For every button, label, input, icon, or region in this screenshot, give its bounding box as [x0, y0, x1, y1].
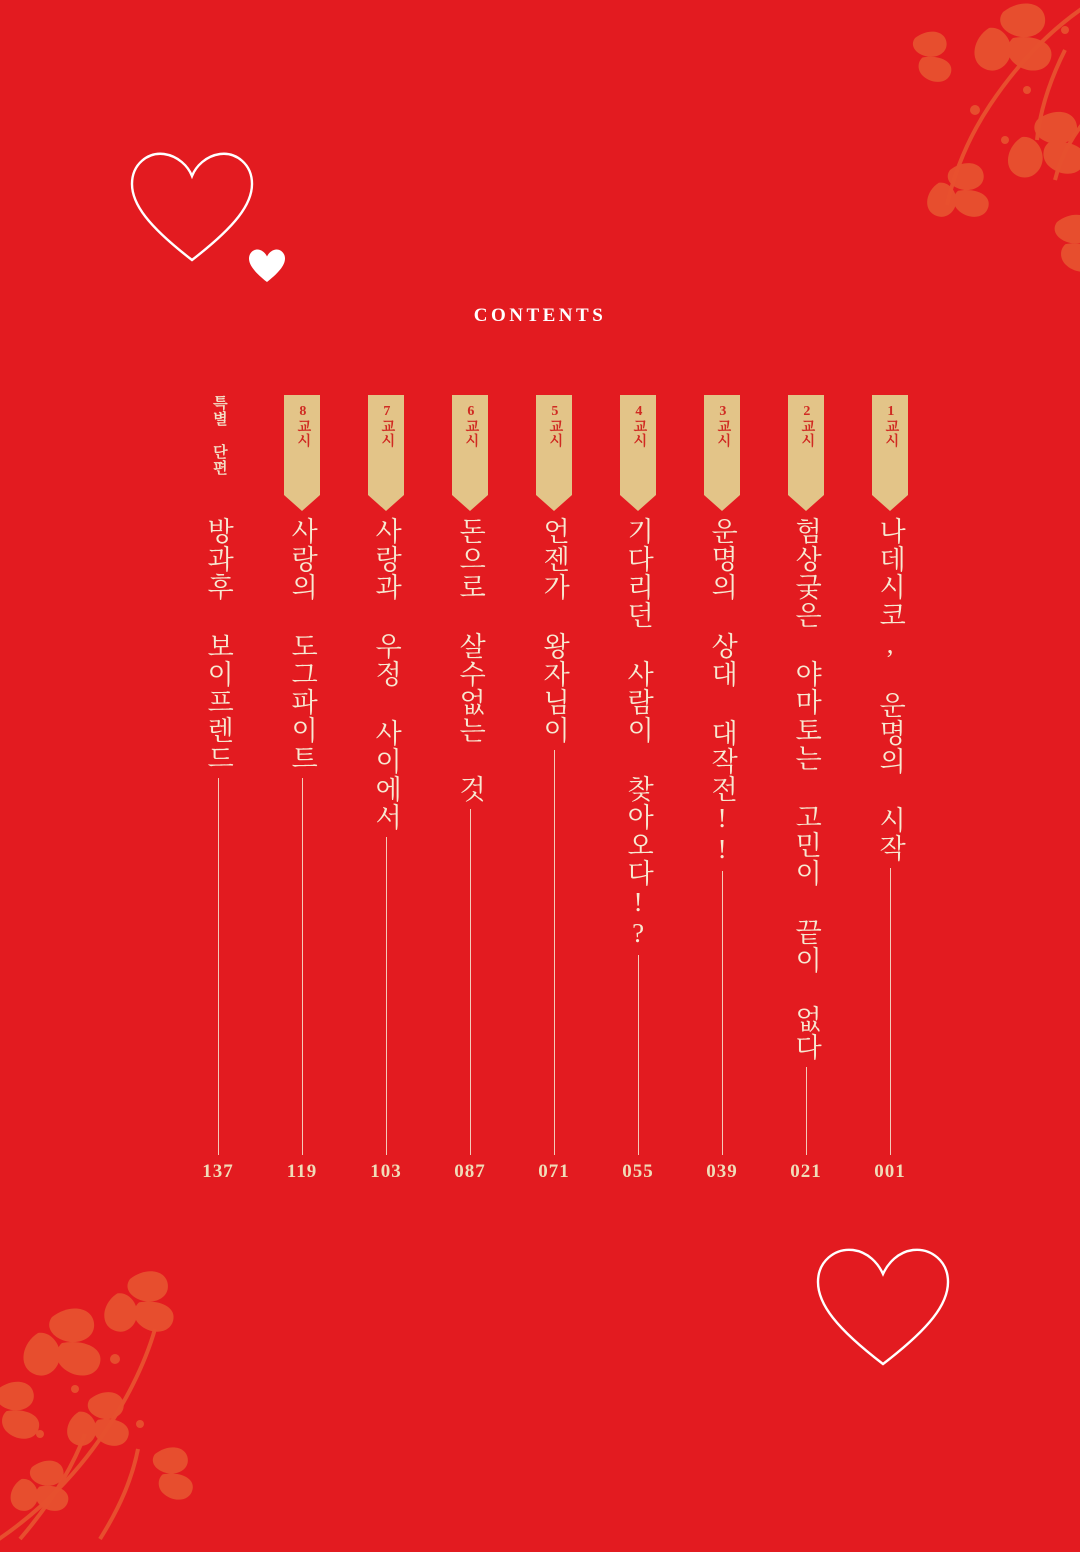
- chapter-ribbon: [704, 395, 740, 495]
- chapter-rule: [890, 868, 891, 1155]
- chapter-rule: [470, 809, 471, 1155]
- chapter-rule: [302, 778, 303, 1155]
- chapter-ribbon: [452, 395, 488, 495]
- chapter-ribbon: [872, 395, 908, 495]
- chapter-ribbon-label: 특별 단편: [210, 395, 227, 476]
- chapter-page-number: 001: [874, 1161, 906, 1182]
- chapter-rule: [638, 955, 639, 1155]
- chapter-page-number: 119: [286, 1161, 318, 1182]
- chapter-ribbon-label: 2교시: [799, 404, 815, 447]
- chapter-title: 방과후 보이프렌드: [203, 517, 234, 772]
- chapter-ribbon: [200, 395, 236, 495]
- chapter-title: 언젠가 왕자님이: [539, 517, 570, 744]
- floral-branch-icon: [0, 1239, 320, 1552]
- chapter-page-number: 039: [706, 1161, 738, 1182]
- chapter-rule: [722, 871, 723, 1155]
- list-item[interactable]: [848, 395, 932, 1182]
- chapter-page-number: 103: [370, 1161, 402, 1182]
- chapter-ribbon: [788, 395, 824, 495]
- chapter-title: 기다리던 사람이 찾아오다!?: [623, 517, 654, 949]
- list-item[interactable]: [512, 395, 596, 1182]
- list-item[interactable]: [596, 395, 680, 1182]
- chapter-ribbon: [368, 395, 404, 495]
- chapter-ribbon-label: 4교시: [631, 404, 647, 447]
- chapter-ribbon-label: 5교시: [547, 404, 563, 447]
- list-item[interactable]: [344, 395, 428, 1182]
- toc-list: [0, 395, 1080, 1182]
- list-item[interactable]: [176, 395, 260, 1182]
- chapter-ribbon-label: 3교시: [715, 404, 731, 447]
- chapter-ribbon-label: 1교시: [883, 404, 899, 447]
- chapter-title: 나데시코, 운명의 시작: [875, 517, 906, 862]
- chapter-page-number: 087: [454, 1161, 486, 1182]
- chapter-rule: [218, 778, 219, 1155]
- heart-solid-icon: [248, 248, 286, 289]
- heart-outline-icon: [814, 1244, 952, 1377]
- chapter-ribbon-label: 8교시: [295, 404, 311, 447]
- floral-branch-icon: [765, 0, 1080, 325]
- chapter-title: 사랑과 우정 사이에서: [371, 517, 402, 831]
- list-item[interactable]: [764, 395, 848, 1182]
- chapter-title: 돈으로 살수없는 것: [455, 517, 486, 803]
- chapter-ribbon-label: 7교시: [379, 404, 395, 447]
- chapter-page-number: 055: [622, 1161, 654, 1182]
- page-title: CONTENTS: [473, 305, 607, 326]
- chapter-title: 운명의 상대 대작전!!: [707, 517, 738, 865]
- chapter-page-number: 071: [538, 1161, 570, 1182]
- chapter-ribbon: [284, 395, 320, 495]
- chapter-ribbon: [620, 395, 656, 495]
- list-item[interactable]: [428, 395, 512, 1182]
- chapter-rule: [386, 837, 387, 1155]
- chapter-rule: [554, 750, 555, 1155]
- chapter-ribbon-label: 6교시: [463, 404, 479, 447]
- chapter-ribbon: [536, 395, 572, 495]
- list-item[interactable]: [680, 395, 764, 1182]
- heart-outline-icon: [128, 148, 256, 273]
- chapter-rule: [806, 1067, 807, 1155]
- chapter-page-number: 021: [790, 1161, 822, 1182]
- chapter-title: 험상궂은 야마토는 고민이 끝이 없다: [791, 517, 822, 1061]
- chapter-page-number: 137: [202, 1161, 234, 1182]
- chapter-title: 사랑의 도그파이트: [287, 517, 318, 772]
- list-item[interactable]: [260, 395, 344, 1182]
